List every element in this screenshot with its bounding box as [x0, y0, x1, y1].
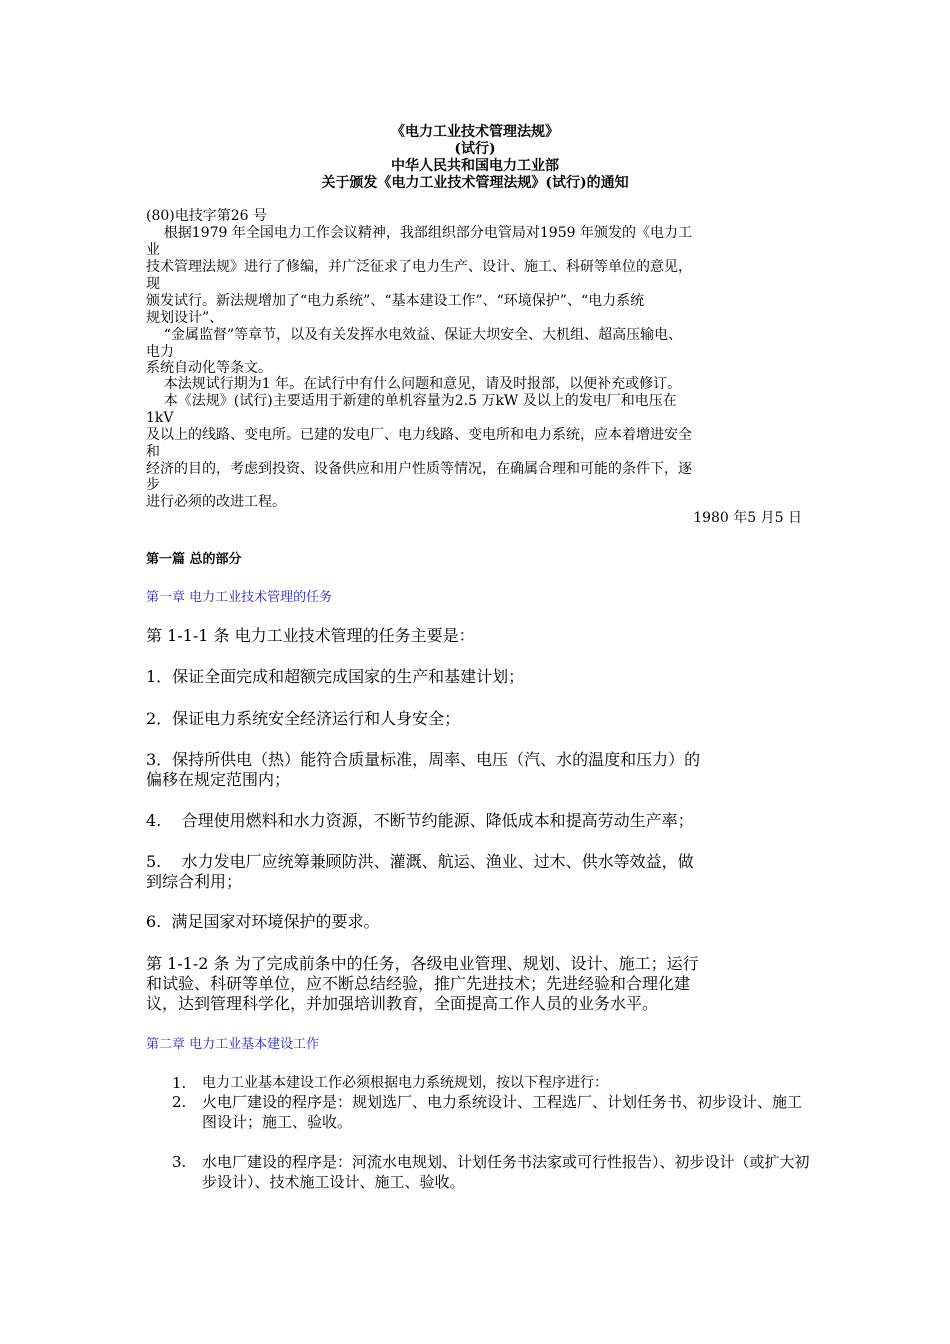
notice-title: 关于颁发《电力工业技术管理法规》(试行)的通知 — [321, 175, 629, 191]
notice-line: “金属监督”等章节，以及有关发挥水电效益、保证大坝安全、大机组、超高压输电、 — [146, 327, 683, 343]
article-paragraph: 和试验、科研等单位，应不断总结经验，推广先进技术；先进经验和合理化建 — [146, 974, 691, 993]
task-item: 到综合利用； — [146, 872, 243, 891]
notice-line: 和 — [146, 444, 160, 460]
task-item: 3．保持所供电（热）能符合质量标准，周率、电压（汽、水的温度和压力）的 — [146, 750, 701, 769]
task-item: 2．保证电力系统安全经济运行和人身安全； — [146, 709, 461, 728]
list-item: 火电厂建设的程序是：规划选厂、电力系统设计、工程选厂、计划任务书、初步设计、施工图设计；施工、验收。 — [202, 1093, 803, 1131]
notice-line: 业 — [146, 242, 160, 258]
task-item: 1．保证全面完成和超额完成国家的生产和基建计划； — [146, 667, 525, 686]
notice-line: 系统自动化等条文。 — [146, 360, 272, 376]
list-item: 电力工业基本建设工作必须根据电力系统规划，按以下程序进行： — [202, 1075, 608, 1091]
list-number: 1. — [172, 1074, 187, 1092]
article-heading: 第 1-1-1 条 电力工业技术管理的任务主要是： — [146, 626, 475, 645]
trial-note: (试行) — [454, 141, 496, 157]
task-item: 5. 水力发电厂应统筹兼顾防洪、灌溉、航运、渔业、过木、供水等效益，做 — [146, 852, 694, 871]
list-item: 水电厂建设的程序是：河流水电规划、计划任务书法家或可行性报告）、初步设计（或扩大初步设计）、技术施工设计、施工、验收。 — [202, 1153, 810, 1191]
task-item: 6. 满足国家对环境保护的要求。 — [146, 912, 380, 931]
article-paragraph: 议，达到管理科学化，并加强培训教育，全面提高工作人员的业务水平。 — [146, 994, 659, 1013]
list-number: 3. — [172, 1153, 187, 1171]
notice-line: 现 — [146, 276, 160, 292]
article-paragraph: 第 1-1-2 条 为了完成前条中的任务，各级电业管理、规划、设计、施工；运行 — [146, 954, 699, 973]
part-title: 第一篇 总的部分 — [146, 552, 242, 567]
task-item: 4. 合理使用燃料和水力资源，不断节约能源、降低成本和提高劳动生产率； — [146, 811, 694, 830]
list-number: 2. — [172, 1093, 187, 1111]
notice-line: 根据1979 年全国电力工作会议精神，我部组织部分电管局对1959 年颁发的《电力工 — [146, 225, 692, 241]
notice-line: 及以上的线路、变电所。已建的发电厂、电力线路、变电所和电力系统，应本着增进安全 — [146, 427, 692, 443]
notice-line: 进行必须的改进工程。 — [146, 494, 286, 510]
task-item: 偏移在规定范围内； — [146, 770, 291, 789]
notice-line: 电力 — [146, 344, 174, 360]
notice-line: 本《法规》(试行)主要适用于新建的单机容量为2.5 万kW 及以上的发电厂和电压在 — [146, 393, 677, 409]
document-title: 《电力工业技术管理法规》 — [391, 124, 559, 140]
notice-date: 1980 年5 月5 日 — [693, 510, 802, 526]
notice-line: 颁发试行。新法规增加了“电力系统”、“基本建设工作”、“环境保护”、“电力系统 — [146, 293, 645, 309]
chapter-title: 第二章 电力工业基本建设工作 — [146, 1037, 320, 1052]
ministry-name: 中华人民共和国电力工业部 — [391, 158, 559, 174]
notice-line: 1kV — [146, 410, 174, 426]
notice-line: 经济的目的，考虑到投资、设备供应和用户性质等情况，在确属合理和可能的条件下，逐 — [146, 461, 692, 477]
notice-line: 规划设计”、 — [146, 310, 224, 326]
chapter-title: 第一章 电力工业技术管理的任务 — [146, 590, 333, 605]
notice-line: 本法规试行期为1 年。在试行中有什么问题和意见，请及时报部，以便补充或修订。 — [146, 376, 682, 392]
doc-number: (80)电技字第26 号 — [146, 208, 268, 224]
notice-line: 步 — [146, 477, 160, 493]
notice-line: 技术管理法规》进行了修编，并广泛征求了电力生产、设计、施工、科研等单位的意见， — [146, 259, 692, 275]
